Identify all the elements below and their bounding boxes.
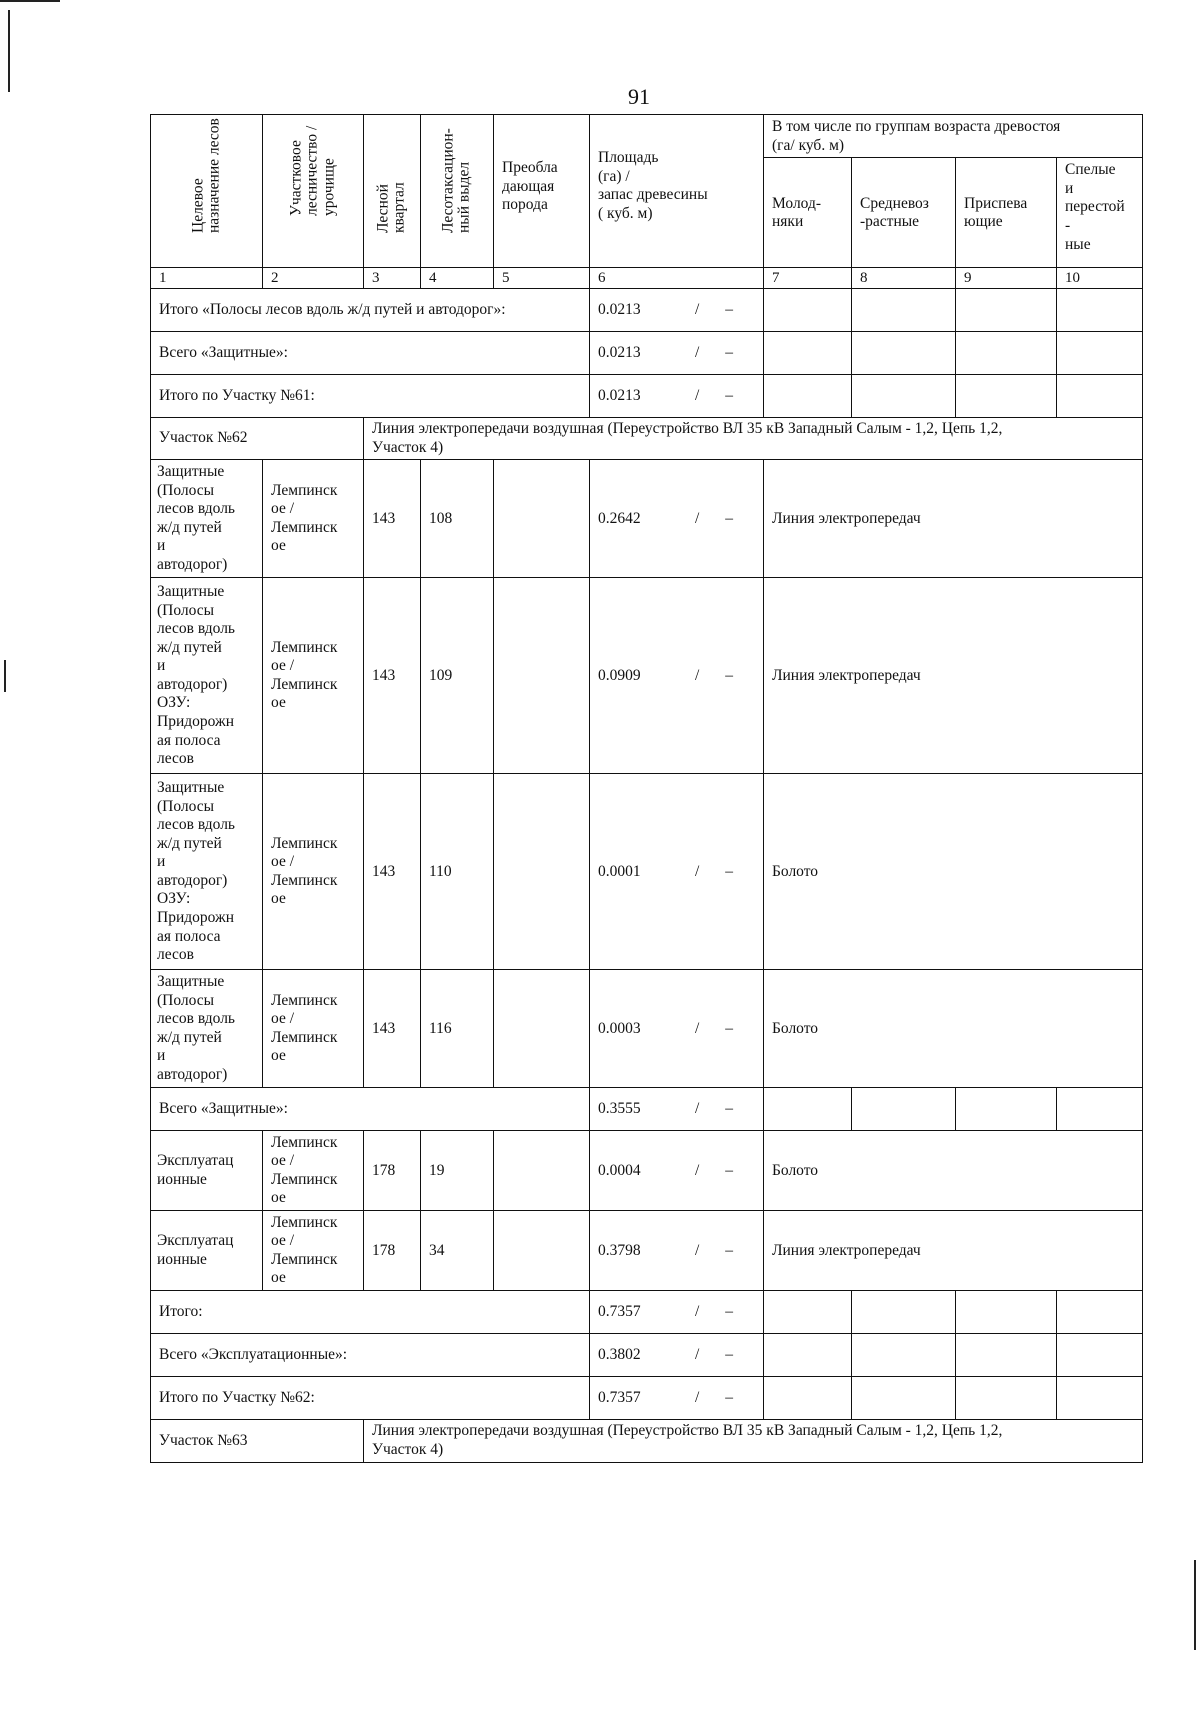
total-label: Итого «Полосы лесов вдоль ж/д путей и автодорог»: [151,289,590,332]
col-number: 4 [421,268,494,289]
species-cell [494,578,590,774]
table-row [151,970,1143,1088]
area-slash: / [694,1161,700,1179]
area-value: 0.0003 [598,1019,641,1037]
area-slash: / [694,1303,700,1321]
table-row [151,774,1143,970]
col-number: 10 [1057,268,1143,289]
area-value: 0.3802 [598,1346,641,1364]
volume-dash: – [725,386,733,404]
col-number: 6 [590,268,764,289]
volume-dash: – [725,1019,733,1037]
species-cell [494,774,590,970]
area-value: 0.0004 [598,1161,641,1179]
note-cell: Линия электропередач [764,1211,1143,1291]
species-cell [494,460,590,578]
total-row [151,1377,1143,1420]
table-row [151,1131,1143,1211]
quarter-cell: 143 [364,970,421,1088]
area-value: 0.0213 [598,343,641,361]
age-group-cell [956,375,1057,418]
page-number: 91 [628,84,650,109]
species-cell [494,1131,590,1211]
area-slash: / [694,386,700,404]
plot-cell: 110 [421,774,494,970]
quarter-cell: 143 [364,774,421,970]
header-plot: Лесотаксацион- ный выдел [421,115,494,268]
area-slash: / [694,1100,700,1118]
header-species: Преобла дающая порода [494,115,590,268]
age-group-cell [852,375,956,418]
age-group-cell [956,332,1057,375]
volume-dash: – [725,1389,733,1407]
header-row-1 [151,115,1143,158]
header-maturing: Приспева ющие [956,158,1057,268]
forestry-cell: Лемпинск ое / Лемпинск ое [263,970,364,1088]
note-cell: Болото [764,1131,1143,1211]
col-number: 8 [852,268,956,289]
age-group-cell [852,1377,956,1420]
total-row [151,332,1143,375]
total-label: Итого по Участку №61: [151,375,590,418]
age-group-cell [852,1291,956,1334]
age-group-cell [1057,289,1143,332]
area-cell [590,578,764,774]
area-cell [590,970,764,1088]
volume-dash: – [725,1241,733,1259]
area-cell [590,1131,764,1211]
total-label: Итого по Участку №62: [151,1377,590,1420]
plot-cell: 34 [421,1211,494,1291]
age-group-cell [764,1377,852,1420]
column-numbers-row [151,268,1143,289]
age-group-cell [1057,375,1143,418]
purpose-cell: Защитные (Полосы лесов вдоль ж/д путей и автодорог) [151,970,263,1088]
species-cell [494,1211,590,1291]
plot-cell: 116 [421,970,494,1088]
area-cell [590,1334,764,1377]
volume-dash: – [725,1346,733,1364]
area-value: 0.0213 [598,386,641,404]
scan-edge-mark [0,0,60,2]
area-value: 0.7357 [598,1389,641,1407]
purpose-cell: Защитные (Полосы лесов вдоль ж/д путей и автодорог) ОЗУ: Придорожн ая полоса лесов [151,774,263,970]
header-middle-aged: Средневоз -растные [852,158,956,268]
section-row [151,1420,1143,1462]
area-value: 0.2642 [598,509,641,527]
age-group-cell [764,1291,852,1334]
age-group-cell [1057,1334,1143,1377]
area-value: 0.0001 [598,862,641,880]
volume-dash: – [725,300,733,318]
total-row [151,289,1143,332]
age-group-cell [764,332,852,375]
plot-cell: 108 [421,460,494,578]
age-group-cell [1057,1088,1143,1131]
volume-dash: – [725,343,733,361]
col-number: 2 [263,268,364,289]
area-value: 0.3798 [598,1241,641,1259]
note-cell: Линия электропередач [764,578,1143,774]
area-value: 0.7357 [598,1303,641,1321]
age-group-cell [1057,1377,1143,1420]
note-cell: Болото [764,774,1143,970]
total-label: Всего «Защитные»: [151,332,590,375]
area-cell [590,460,764,578]
total-label: Всего «Защитные»: [151,1088,590,1131]
area-cell [590,774,764,970]
volume-dash: – [725,1100,733,1118]
col-number: 5 [494,268,590,289]
age-group-cell [852,332,956,375]
age-group-cell [1057,332,1143,375]
header-forestry: Участковое лесничество / урочище [263,115,364,268]
age-group-cell [1057,1291,1143,1334]
header-area: Площадь (га) / запас древесины ( куб. м) [590,115,764,268]
area-slash: / [694,509,700,527]
section-label: Участок №63 [151,1420,364,1462]
purpose-cell: Защитные (Полосы лесов вдоль ж/д путей и автодорог) ОЗУ: Придорожн ая полоса лесов [151,578,263,774]
area-slash: / [694,666,700,684]
scan-edge-mark [4,660,6,692]
age-group-cell [956,1334,1057,1377]
table-row [151,578,1143,774]
purpose-cell: Защитные (Полосы лесов вдоль ж/д путей и автодорог) [151,460,263,578]
volume-dash: – [725,862,733,880]
age-group-cell [764,289,852,332]
area-slash: / [694,343,700,361]
volume-dash: – [725,1161,733,1179]
section-label: Участок №62 [151,418,364,460]
volume-dash: – [725,1303,733,1321]
age-group-cell [764,375,852,418]
forest-table [150,114,1143,1463]
total-row [151,1334,1143,1377]
table-row [151,1211,1143,1291]
quarter-cell: 143 [364,578,421,774]
area-slash: / [694,1389,700,1407]
age-group-cell [852,1088,956,1131]
plot-cell: 109 [421,578,494,774]
area-slash: / [694,300,700,318]
age-group-cell [852,1334,956,1377]
header-age-groups: В том числе по группам возраста древостоя (га/ куб. м) [764,115,1143,158]
header-mature: Спелые и перестой - ные [1057,158,1143,268]
age-group-cell [764,1334,852,1377]
area-value: 0.3555 [598,1100,641,1118]
section-row [151,418,1143,460]
area-cell [590,332,764,375]
purpose-cell: Эксплуатац ионные [151,1131,263,1211]
total-row [151,375,1143,418]
quarter-cell: 178 [364,1131,421,1211]
area-slash: / [694,1241,700,1259]
purpose-cell: Эксплуатац ионные [151,1211,263,1291]
note-cell: Линия электропередач [764,460,1143,578]
area-slash: / [694,862,700,880]
forestry-cell: Лемпинск ое / Лемпинск ое [263,774,364,970]
area-cell [590,1088,764,1131]
age-group-cell [956,1377,1057,1420]
area-value: 0.0213 [598,300,641,318]
area-cell [590,1377,764,1420]
header-purpose: Целевое назначение лесов [151,115,263,268]
section-description: Линия электропередачи воздушная (Переустройство ВЛ 35 кВ Западный Салым - 1,2, Цепь 1,2, Участок 4) [364,1420,1143,1462]
col-number: 3 [364,268,421,289]
col-number: 7 [764,268,852,289]
age-group-cell [956,1291,1057,1334]
total-row [151,1291,1143,1334]
age-group-cell [852,289,956,332]
volume-dash: – [725,509,733,527]
plot-cell: 19 [421,1131,494,1211]
header-quarter: Лесной квартал [364,115,421,268]
table-row [151,460,1143,578]
area-cell [590,1211,764,1291]
quarter-cell: 178 [364,1211,421,1291]
col-number: 9 [956,268,1057,289]
forestry-cell: Лемпинск ое / Лемпинск ое [263,1211,364,1291]
area-cell [590,375,764,418]
total-label: Всего «Эксплуатационные»: [151,1334,590,1377]
forestry-cell: Лемпинск ое / Лемпинск ое [263,460,364,578]
area-slash: / [694,1019,700,1037]
area-cell [590,1291,764,1334]
area-slash: / [694,1346,700,1364]
scan-edge-mark [8,10,10,92]
age-group-cell [956,289,1057,332]
age-group-cell [764,1088,852,1131]
volume-dash: – [725,666,733,684]
total-label: Итого: [151,1291,590,1334]
total-row [151,1088,1143,1131]
forestry-cell: Лемпинск ое / Лемпинск ое [263,1131,364,1211]
scan-edge-mark [1194,1560,1196,1650]
age-group-cell [956,1088,1057,1131]
forestry-cell: Лемпинск ое / Лемпинск ое [263,578,364,774]
species-cell [494,970,590,1088]
area-value: 0.0909 [598,666,641,684]
area-cell [590,289,764,332]
section-description: Линия электропередачи воздушная (Переустройство ВЛ 35 кВ Западный Салым - 1,2, Цепь 1,2, Участок 4) [364,418,1143,460]
col-number: 1 [151,268,263,289]
header-young: Молод- няки [764,158,852,268]
note-cell: Болото [764,970,1143,1088]
quarter-cell: 143 [364,460,421,578]
